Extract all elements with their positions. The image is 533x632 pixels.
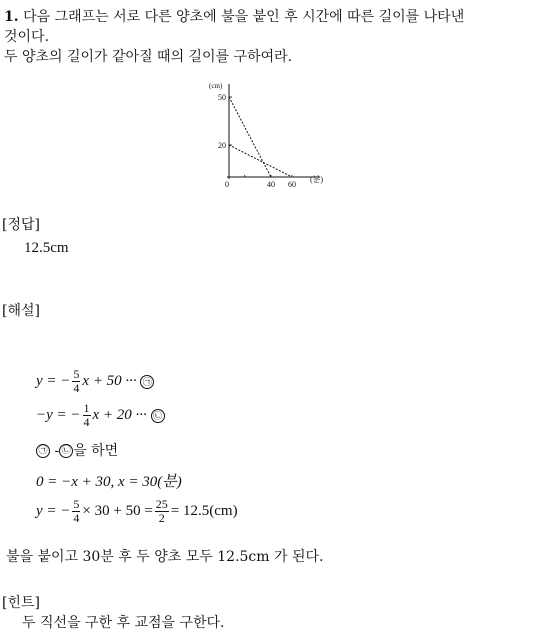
candle-graph (205, 78, 330, 190)
problem-number: 1. (4, 9, 19, 25)
eq2-den: 4 (83, 415, 90, 429)
tick-labels (209, 82, 323, 189)
eq5-fraction-1 (72, 498, 80, 525)
eq2-mark: ㉡ (151, 409, 165, 423)
eq5-num-2: 25 (155, 497, 168, 511)
equation-2 (36, 402, 165, 429)
eq1-mark: ㉠ (140, 375, 154, 389)
problem-line-3: 두 양초의 길이가 같아질 때의 길이를 구하여라. (4, 49, 293, 65)
x-axis-label: (분) (310, 175, 324, 184)
answer-value: 12.5cm (24, 240, 69, 256)
y-axis-label: (cm) (209, 82, 223, 90)
explanation-label: [해설] (2, 303, 40, 319)
eq5-lhs: y = − (36, 502, 71, 519)
conclusion: 불을 붙이고 30분 후 두 양초 모두 12.5cm 가 된다. (6, 549, 324, 565)
eq5-mid: × 30 + 50 = (82, 502, 153, 519)
x-tick-label: 60 (288, 180, 296, 189)
equation-4: 0 = −x + 30, x = 30(분) (36, 474, 182, 490)
series-line-2 (229, 145, 292, 177)
y-tick-label: 50 (218, 93, 226, 102)
eq1-lhs: y = − (36, 372, 71, 389)
x-tick-label: 40 (267, 180, 275, 189)
equation-1 (36, 368, 154, 395)
eq3-mark-2: ㉡ (59, 444, 73, 458)
equation-5 (36, 498, 238, 525)
eq2-lhs: −y = − (36, 406, 81, 423)
answer-label: [정답] (2, 217, 40, 233)
eq5-den-1: 4 (73, 511, 80, 525)
series-line-1 (229, 97, 271, 177)
problem-text-1: 다음 그래프는 서로 다른 양초에 불을 붙인 후 시간에 따른 길이를 나타낸 (23, 9, 465, 25)
hint-label: [힌트] (2, 595, 40, 611)
eq1-rhs: x + 50 ··· (82, 372, 137, 389)
eq1-num: 5 (73, 367, 80, 381)
equation-3 (36, 440, 118, 460)
eq1-den: 4 (73, 381, 80, 395)
eq5-rhs: = 12.5(cm) (170, 502, 238, 519)
eq2-fraction (83, 402, 91, 429)
eq3-mark-1: ㉠ (36, 444, 50, 458)
eq5-den-2: 2 (158, 511, 165, 525)
eq3-sep: - (50, 443, 60, 459)
hint-text: 두 직선을 구한 후 교점을 구한다. (22, 615, 225, 631)
eq5-fraction-2 (155, 498, 169, 525)
series-lines (229, 97, 292, 177)
eq5-num-1: 5 (73, 497, 80, 511)
problem-line-2: 것이다. (4, 29, 50, 45)
problem-line-1 (4, 6, 464, 26)
eq2-rhs: x + 20 ··· (92, 406, 147, 423)
eq2-num: 1 (83, 401, 90, 415)
eq3-text: 을 하면 (73, 443, 119, 459)
x-tick-label: 0 (225, 180, 229, 189)
eq1-fraction (72, 368, 80, 395)
y-tick-label: 20 (218, 141, 226, 150)
axes (227, 84, 320, 179)
